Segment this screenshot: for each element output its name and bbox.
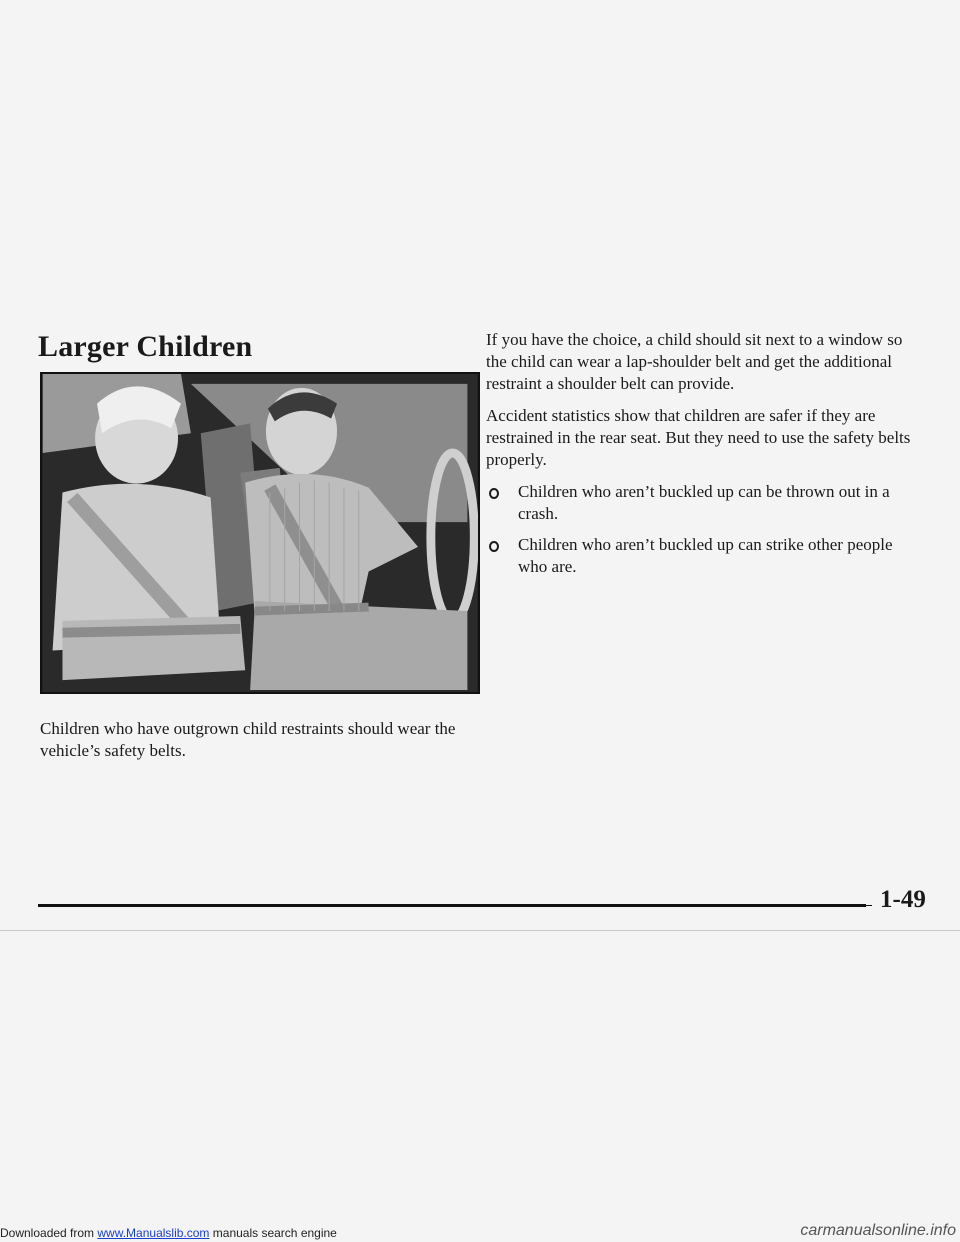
image-caption: Children who have outgrown child restraints should wear the vehicle’s safety belts. bbox=[40, 719, 456, 760]
bullet-icon bbox=[489, 488, 499, 499]
bullet-list bbox=[486, 481, 926, 578]
seatbelt-illustration bbox=[40, 372, 480, 694]
manualslib-link[interactable]: www.Manualslib.com bbox=[97, 1226, 210, 1240]
paragraph-accident-statistics: Accident statistics show that children are safer if they are restrained in the rear seat. But they need to use the safety belts properly. bbox=[486, 406, 911, 469]
paragraph-window-seat: If you have the choice, a child should sit next to a window so the child can wear a lap-shoulder belt and get the additional restraint a shoulder belt can provide. bbox=[486, 330, 903, 393]
section-heading: Larger Children bbox=[38, 330, 253, 363]
credit-suffix: manuals search engine bbox=[209, 1226, 337, 1240]
footer-rule-end bbox=[860, 905, 872, 906]
list-item-text: Children who aren’t buckled up can strike other people who are. bbox=[518, 535, 893, 576]
page-edge-divider bbox=[0, 930, 960, 931]
download-credit bbox=[0, 1226, 337, 1240]
list-item-text: Children who aren’t buckled up can be thrown out in a crash. bbox=[518, 482, 890, 523]
watermark: carmanualsonline.info bbox=[800, 1222, 956, 1239]
list-item bbox=[486, 534, 926, 578]
footer-rule bbox=[38, 904, 866, 907]
credit-prefix: Downloaded from bbox=[0, 1226, 98, 1240]
right-column bbox=[486, 329, 926, 587]
page-number: 1-49 bbox=[880, 886, 926, 913]
list-item bbox=[486, 481, 926, 525]
bullet-icon bbox=[489, 541, 499, 552]
